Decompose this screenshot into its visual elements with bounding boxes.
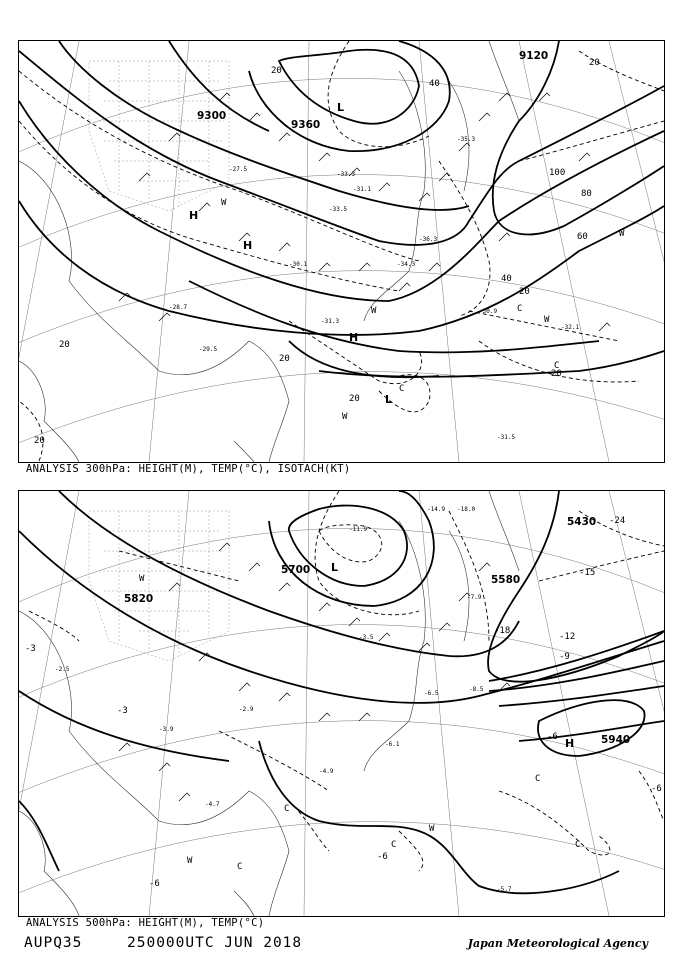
warm-marker: W bbox=[139, 574, 145, 584]
map-500hpa-canvas bbox=[19, 491, 664, 916]
map-300hpa-canvas bbox=[19, 41, 664, 462]
isotach-label-20-f: 20 bbox=[34, 436, 45, 446]
high-pressure-center: H bbox=[243, 239, 253, 252]
height-label-9120: 9120 bbox=[519, 50, 549, 62]
station-temp: -4.9 bbox=[319, 768, 334, 775]
station-temp: -5.7 bbox=[497, 886, 512, 893]
station-temp: -35.3 bbox=[457, 136, 476, 143]
warm-marker: W bbox=[544, 315, 550, 325]
station-temp: -29.5 bbox=[199, 346, 218, 353]
isotach-label-80: 80 bbox=[581, 189, 592, 199]
cold-marker: C bbox=[575, 840, 581, 850]
station-temp: -4.7 bbox=[205, 801, 220, 808]
station-temp: -27.5 bbox=[229, 166, 248, 173]
coastlines bbox=[19, 41, 519, 462]
low-pressure-center: L bbox=[331, 561, 339, 574]
station-temp: -14.9 bbox=[427, 506, 446, 513]
isotherm-label-6: -6 bbox=[547, 732, 558, 742]
warm-marker: W bbox=[371, 306, 377, 316]
station-temp: -2.9 bbox=[239, 706, 254, 713]
cold-marker: C bbox=[399, 384, 405, 394]
isotach-label-20-h: 20 bbox=[589, 58, 600, 68]
isotherm-label-3: -3 bbox=[25, 644, 36, 654]
warm-marker: W bbox=[187, 856, 193, 866]
height-label-9300: 9300 bbox=[197, 110, 227, 122]
valid-time: 250000UTC JUN 2018 bbox=[127, 935, 303, 951]
cold-marker: C bbox=[535, 774, 541, 784]
station-temp: -11.9 bbox=[349, 526, 368, 533]
map-panel-500hpa bbox=[18, 490, 665, 917]
product-code: AUPQ35 bbox=[24, 935, 83, 951]
low-pressure-center: L bbox=[385, 393, 393, 406]
cold-marker: C bbox=[554, 361, 560, 371]
isotach-label-20-b: 20 bbox=[59, 340, 70, 350]
warm-marker: W bbox=[342, 412, 348, 422]
panel-caption-500hpa: ANALYSIS 500hPa: HEIGHT(M), TEMP(°C) bbox=[26, 917, 265, 929]
isotherm-label-24: -24 bbox=[609, 516, 626, 526]
station-temp: -32.1 bbox=[561, 324, 580, 331]
graticule bbox=[19, 491, 664, 916]
station-temp: -31.1 bbox=[353, 186, 372, 193]
station-temp: -6.5 bbox=[424, 690, 439, 697]
high-pressure-center: H bbox=[565, 737, 575, 750]
station-temp: -34.3 bbox=[397, 261, 416, 268]
height-label-5820: 5820 bbox=[124, 593, 154, 605]
station-temp: -7.9 bbox=[467, 594, 482, 601]
coastlines bbox=[19, 491, 519, 916]
station-temp: -31.5 bbox=[497, 434, 516, 441]
height-contours bbox=[19, 491, 664, 893]
height-label-5940: 5940 bbox=[601, 734, 631, 746]
wind-barbs bbox=[119, 543, 510, 801]
isotherm-label-3-b: -3 bbox=[117, 706, 128, 716]
station-temp: -2.5 bbox=[55, 666, 70, 673]
isotherm-label-6-b: -6 bbox=[377, 852, 388, 862]
cold-marker: C bbox=[284, 804, 290, 814]
issuing-agency: Japan Meteorological Agency bbox=[467, 937, 648, 950]
isotherm-label-18: -18 bbox=[494, 626, 511, 636]
isotherm-label-6-c: -6 bbox=[149, 879, 160, 889]
warm-marker: W bbox=[619, 229, 625, 239]
station-temp: -8.5 bbox=[469, 686, 484, 693]
height-label-5580: 5580 bbox=[491, 574, 521, 586]
warm-marker: W bbox=[429, 824, 435, 834]
station-temp: -28.7 bbox=[169, 304, 188, 311]
isotach-label-40: 40 bbox=[429, 79, 440, 89]
high-pressure-center: H bbox=[349, 331, 359, 344]
panel-caption-300hpa: ANALYSIS 300hPa: HEIGHT(M), TEMP(°C), ISOTACH(KT) bbox=[26, 463, 351, 475]
warm-marker: W bbox=[221, 198, 227, 208]
isotach-label-100: 100 bbox=[549, 168, 566, 178]
station-temp: -33.5 bbox=[329, 206, 348, 213]
isotach-label-40-b: 40 bbox=[501, 274, 512, 284]
station-temp: -30.1 bbox=[289, 261, 308, 268]
station-temp: -31.3 bbox=[321, 318, 340, 325]
height-label-9360: 9360 bbox=[291, 119, 321, 131]
cold-marker: C bbox=[391, 840, 397, 850]
isotach-label-60: 60 bbox=[577, 232, 588, 242]
isotherm-label-12: -12 bbox=[559, 632, 576, 642]
isotach-label-20-g: 20 bbox=[519, 287, 530, 297]
height-label-5430: 5430 bbox=[567, 516, 597, 528]
cold-marker: C bbox=[517, 304, 523, 314]
map-panel-300hpa bbox=[18, 40, 665, 463]
cold-marker: C bbox=[237, 862, 243, 872]
isotherm-label-9: -9 bbox=[559, 652, 570, 662]
isotach-label-20-c: 20 bbox=[279, 354, 290, 364]
station-temp: -3.9 bbox=[159, 726, 174, 733]
isotherm-label-15: -15 bbox=[579, 568, 596, 578]
station-temp: -6.1 bbox=[385, 741, 400, 748]
station-temp: -33.3 bbox=[337, 171, 356, 178]
isotach-label-20-d: 20 bbox=[349, 394, 360, 404]
station-temp: -18.0 bbox=[457, 506, 476, 513]
station-temp: -36.3 bbox=[419, 236, 438, 243]
station-temp: -30.9 bbox=[479, 308, 498, 315]
height-label-5700: 5700 bbox=[281, 564, 311, 576]
isotherm-label-6-d: -6 bbox=[651, 784, 662, 794]
station-temp: -3.5 bbox=[359, 634, 374, 641]
low-pressure-center: L bbox=[337, 101, 345, 114]
high-pressure-center: H bbox=[189, 209, 199, 222]
isotach-label-20: 20 bbox=[271, 66, 282, 76]
isotach-label-20-e: 20 bbox=[551, 369, 562, 379]
